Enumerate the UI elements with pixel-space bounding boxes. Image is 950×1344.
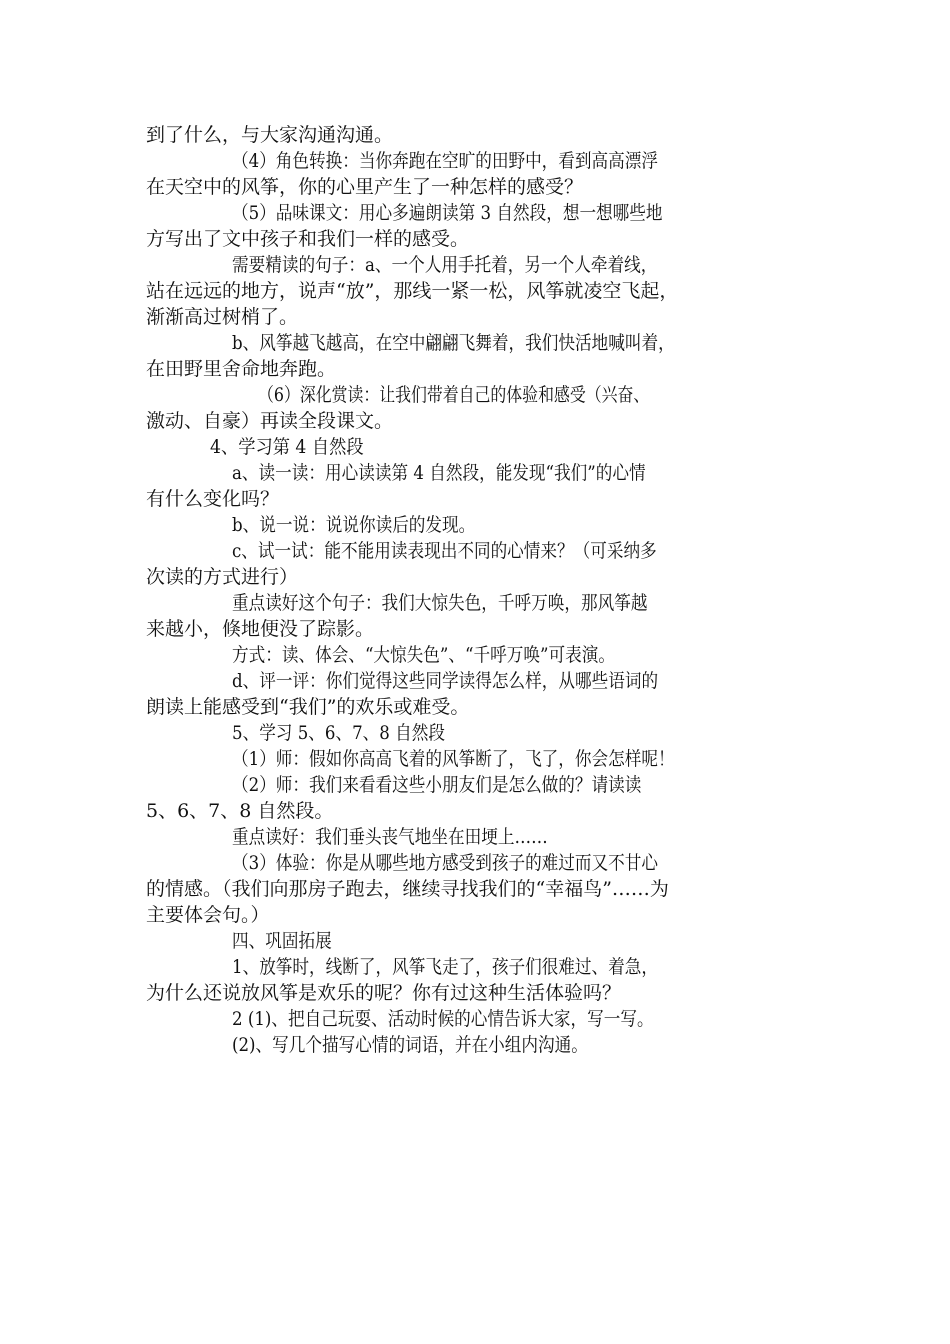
text-line: 站在远远的地方，说声“放”，那线一紧一松，风筝就凌空飞起， [146,280,679,302]
text-line: 渐渐高过树梢了。 [146,306,299,328]
text-line: 到了什么，与大家沟通沟通。 [146,124,394,146]
text-line: 方式：读、体会、“大惊失色”、“千呼万唤”可表演。 [232,644,615,666]
text-line: c、试一试：能不能用读表现出不同的心情来？（可采纳多 [232,540,657,562]
text-line: 的情感。（我们向那房子跑去，继续寻找我们的“幸福鸟”……为 [146,878,669,900]
text-line: b、风筝越飞越高，在空中翩翩飞舞着，我们快活地喊叫着， [232,332,675,354]
text-line: 来越小，倏地便没了踪影。 [146,618,375,640]
text-line: 重点读好这个句子：我们大惊失色，千呼万唤，那风筝越 [232,592,648,614]
text-line: 1、放筝时，线断了，风筝飞走了，孩子们很难过、着急， [232,956,659,978]
text-line: 主要体会句。） [146,904,270,926]
text-line: a、读一读：用心读读第 4 自然段，能发现“我们”的心情 [232,462,646,484]
text-line: d、评一评：你们觉得这些同学读得怎么样，从哪些语词的 [232,670,659,692]
text-line: 有什么变化吗？ [146,488,280,510]
text-line: 2 (1)、把自己玩耍、活动时候的心情告诉大家，写一写。 [232,1008,654,1030]
text-line: (2)、写几个描写心情的词语，并在小组内沟通。 [232,1034,588,1056]
text-line: 激动、自豪）再读全段课文。 [146,410,394,432]
text-line: 重点读好：我们垂头丧气地坐在田埂上…… [232,826,548,848]
text-line: （4）角色转换：当你奔跑在空旷的田野中，看到高高漂浮 [232,150,659,172]
text-line: （3）体验：你是从哪些地方感受到孩子的难过而又不甘心 [232,852,659,874]
text-line: 朗读上能感受到“我们”的欢乐或难受。 [146,696,470,718]
text-line: b、说一说：说说你读后的发现。 [232,514,476,536]
text-line: 方写出了文中孩子和我们一样的感受。 [146,228,470,250]
text-line: （6）深化赏读：让我们带着自己的体验和感受（兴奋、 [258,384,650,406]
text-line: 需要精读的句子：a、一个人用手托着，另一个人牵着线， [232,254,658,276]
text-line: 为什么还说放风筝是欢乐的呢？你有过这种生活体验吗？ [146,982,622,1004]
text-line: （1）师：假如你高高飞着的风筝断了，飞了，你会怎样呢！ [232,748,675,770]
text-line: 5、6、7、8 自然段。 [146,800,334,822]
text-line: （2）师：我们来看看这些小朋友们是怎么做的？请读读 [232,774,642,796]
text-line: 在天空中的风筝，你的心里产生了一种怎样的感受？ [146,176,584,198]
section-heading: 四、巩固拓展 [232,930,332,952]
section-heading: 4、学习第 4 自然段 [210,436,364,458]
text-line: 次读的方式进行） [146,566,299,588]
text-line: 在田野里舍命地奔跑。 [146,358,337,380]
text-line: （5）品味课文：用心多遍朗读第 3 自然段，想一想哪些地 [232,202,663,224]
section-heading: 5、学习 5、6、7、8 自然段 [232,722,445,744]
